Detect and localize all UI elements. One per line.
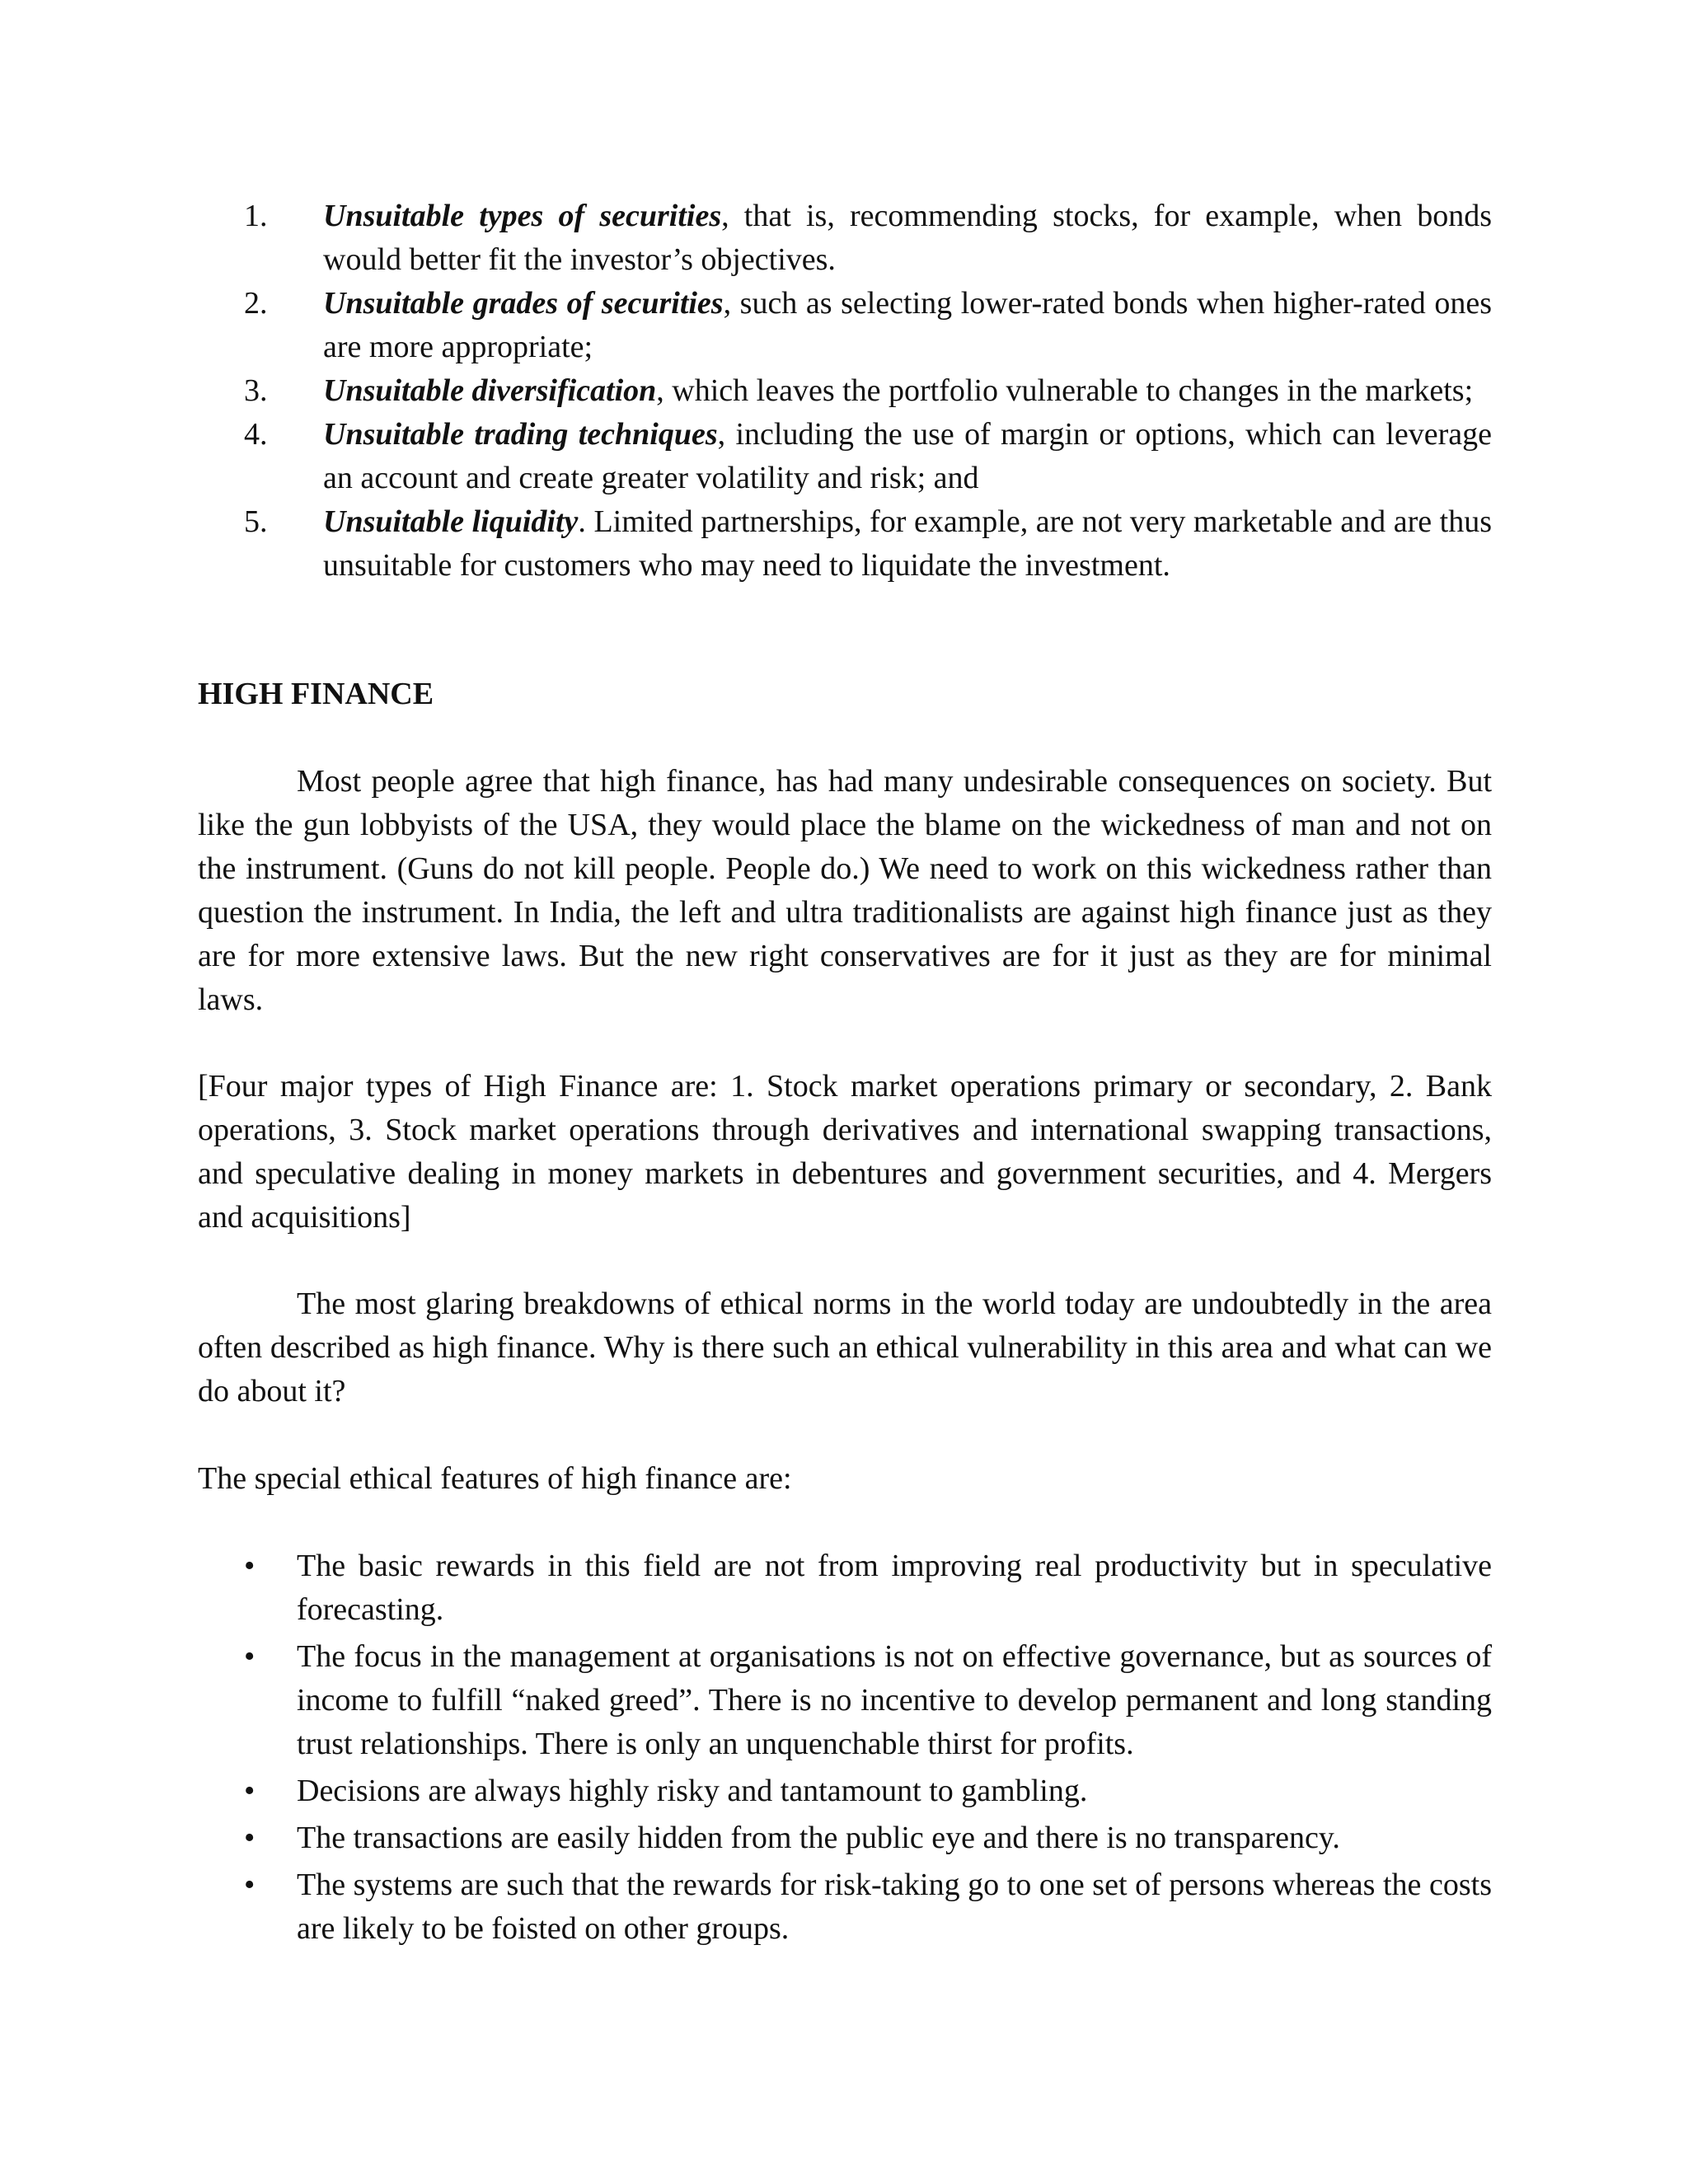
list-item-text: , such as selecting lower-rated bonds when higher-rated ones are more appropriate; [323,286,1492,364]
list-item-text: The transactions are easily hidden from the public eye and there is no transparency. [297,1821,1340,1855]
list-item [198,1544,1492,1632]
list-item [198,282,1492,369]
paragraph-types-of-high-finance: [Four major types of High Finance are: 1. Stock market operations primary or secondary, 2. Bank operations, 3. Stock market operations through derivatives and international swapping transactions, and speculative dealing in money markets in debentures and government securities, and 4. Mergers and acquisitions] [198,1069,1492,1235]
list-item-number: 5. [244,504,268,539]
paragraph-features-intro: The special ethical features of high finance are: [198,1461,792,1496]
section-heading: HIGH FINANCE [198,677,434,711]
list-item [198,1816,1492,1860]
list-item-text: The basic rewards in this field are not from improving real productivity but in speculative forecasting. [297,1549,1492,1627]
list-item-number: 1. [244,199,268,233]
bullet-icon: • [244,1774,256,1808]
list-item-term: Unsuitable types of securities [323,199,722,233]
list-item [198,413,1492,500]
list-item [198,1863,1492,1951]
paragraph-high-finance-consequences: Most people agree that high finance, has had many undesirable consequences on society. But like the gun lobbyists of the USA, they would place the blame on the wickedness of man and not on the instrument. (Guns do not kill people. People do.) We need to work on this wickedness rather than question the instrument. In India, the left and ultra traditionalists are against high finance just as they are for more extensive laws. But the new right conservatives are for it just as they are for minimal laws. [198,764,1492,1017]
list-item-text: The systems are such that the rewards for risk-taking go to one set of persons whereas the costs are likely to be foisted on other groups. [297,1868,1492,1946]
list-item-text: . Limited partnerships, for example, are not very marketable and are thus unsuitable for customers who may need to liquidate the investment. [323,504,1492,583]
list-item-text: , that is, recommending stocks, for example, when bonds would better fit the investor’s objectives. [323,199,1492,277]
list-item-text: , which leaves the portfolio vulnerable to changes in the markets; [656,373,1474,408]
list-item-text: , including the use of margin or options, which can leverage an account and create greater volatility and risk; and [323,417,1492,495]
list-item [198,500,1492,588]
list-item [198,1635,1492,1766]
list-item [198,369,1492,413]
list-item-term: Unsuitable diversification [323,373,657,408]
bullet-icon: • [244,1868,256,1902]
list-item-text: The focus in the management at organisations is not on effective governance, but as sources of income to fulfill “naked greed”. There is no incentive to develop permanent and long standing trust relationships. There is only an unquenchable thirst for profits. [297,1639,1492,1761]
bullet-icon: • [244,1821,256,1855]
paragraph-ethical-breakdowns: The most glaring breakdowns of ethical norms in the world today are undoubtedly in the area often described as high finance. Why is there such an ethical vulnerability in this area and what can we do about it? [198,1286,1492,1408]
list-item-text: Decisions are always highly risky and tantamount to gambling. [297,1774,1088,1808]
suitability-numbered-list [198,194,1492,588]
list-item-number: 4. [244,417,268,452]
list-item-term: Unsuitable grades of securities [323,286,724,321]
list-item-term: Unsuitable trading techniques [323,417,718,452]
bullet-icon: • [244,1639,256,1674]
bullet-icon: • [244,1549,256,1583]
list-item [198,194,1492,282]
list-item-number: 2. [244,286,268,321]
features-bullet-list [198,1544,1492,1954]
list-item-term: Unsuitable liquidity [323,504,579,539]
list-item [198,1769,1492,1813]
list-item-number: 3. [244,373,268,408]
